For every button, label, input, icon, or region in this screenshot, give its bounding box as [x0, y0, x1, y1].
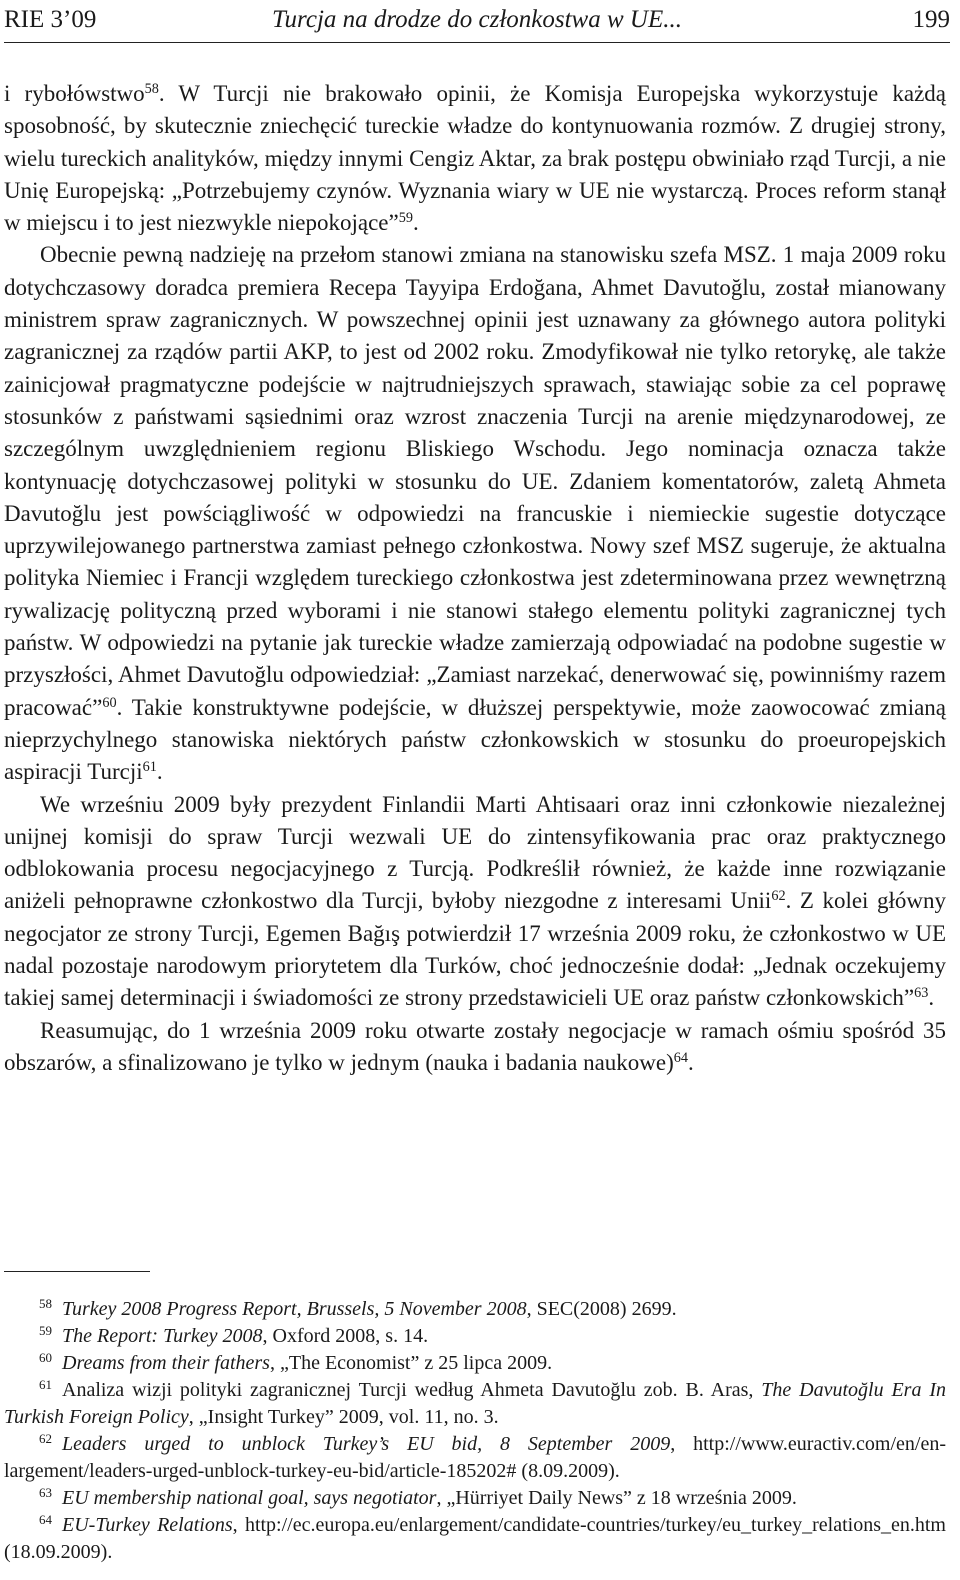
text-run: . W Turcji nie brakowało opinii, że Komisja Europejska wykorzystuje każdą sposobność, by skutecznie zniechęcić tureckie władze do kontynuowania rozmów. Z drugiej strony, wielu tureckich analityków, między innymi Cengiz Aktar, za brak postępu obwiniało rząd Turcji, a nie Unię Europejską: „Potrzebujemy czynów. Wyznania wiary w UE nie wystarczą. Proces reform stanął w miejscu i to jest niezwykle niepokojące” — [4, 81, 947, 236]
footnotes — [4, 1296, 946, 1566]
paragraph — [4, 1015, 946, 1080]
text-run: . — [928, 985, 935, 1011]
italic-title: Turkey 2008 Progress Report, Brussels, 5 November 2008 — [62, 1298, 527, 1320]
text-run: , Oxford 2008, s. 14. — [262, 1325, 429, 1347]
text-run: . — [688, 1049, 694, 1075]
footnote-reference: 64 — [673, 1050, 689, 1067]
italic-title: The Report: Turkey 2008 — [62, 1325, 263, 1347]
italic-title: Leaders urged to unblock Turkey’s EU bid, 8 September 2009 — [62, 1433, 671, 1455]
text-run: i rybołówstwo — [4, 81, 145, 106]
text-run: , http://ec.europa.eu/enlargement/candidate-countries/turkey/eu_turkey_relations_en.htm (18.09.2009). — [4, 1514, 946, 1563]
paragraph — [4, 78, 946, 239]
footnote-reference: 58 — [144, 81, 159, 98]
text-run: . — [412, 210, 419, 236]
running-title: Turcja na drodze do członkostwa w UE... — [272, 6, 682, 33]
text-run: Reasumując, do 1 września 2009 roku otwarte zostały negocjacje w ramach ośmiu spośród 35 obszarów, a sfinalizowano je tylko w jednym (nauka i badania naukowe) — [4, 1017, 946, 1075]
footnote-reference: 59 — [398, 210, 413, 227]
footnote: 62 Leaders urged to unblock Turkey’s EU bid, 8 September 2009, http://www.euractiv.com/en/enlargement/leaders-urged-unblock-turkey-eu-bid/article-185202# (8.09.2009). — [4, 1430, 946, 1482]
page-number: 199 — [912, 6, 950, 33]
text-run: We wrześniu 2009 były prezydent Finlandii Marti Ahtisaari oraz inni członkowie niezależnej unijnej komisji do spraw Turcji wezwali UE do zintensyfikowania prac oraz praktycznego odblokowania procesu negocjacyjnego z Turcją. Podkreślił również, że każde inne rozwiązanie aniżeli pełnoprawne członkostwo dla Turcji, byłoby niezgodne z interesami Unii — [4, 791, 946, 914]
footnote: 63 EU membership national goal, says negotiator, „Hürriyet Daily News” z 18 września 2009. — [39, 1484, 797, 1509]
footnote: 64 EU-Turkey Relations, http://ec.europa.eu/enlargement/candidate-countries/turkey/eu_turkey_relations_en.htm (18.09.2009). — [4, 1511, 946, 1563]
text-run: , „Hürriyet Daily News” z 18 września 2009. — [436, 1487, 797, 1509]
header-rule — [4, 42, 950, 43]
italic-title: EU membership national goal, says negotiator — [62, 1487, 437, 1509]
italic-title: The Davutoğlu Era In Turkish Foreign Policy — [4, 1379, 947, 1428]
journal-issue: RIE 3’09 — [4, 6, 97, 33]
footnote: 60 Dreams from their fathers, „The Economist” z 25 lipca 2009. — [39, 1349, 553, 1374]
text-run: , SEC(2008) 2699. — [526, 1298, 677, 1320]
footnote-reference: 63 — [914, 985, 929, 1002]
paragraph — [4, 239, 946, 788]
text-run: , „The Economist” z 25 lipca 2009. — [269, 1352, 553, 1374]
main-text — [4, 78, 946, 1079]
running-header — [4, 2, 950, 38]
footnote: 61 Analiza wizji polityki zagranicznej Turcji według Ahmeta Davutoğlu zob. B. Aras, The Davutoğlu Era In Turkish Foreign Policy, „Insight Turkey” 2009, vol. 11, no. 3. — [4, 1376, 947, 1428]
text-run: . Takie konstruktywne podejście, w dłuższej perspektywie, może zaowocować zmianą nieprzychylnego stanowiska niektórych państw członkowskich w stosunku do proeuropejskich aspiracji Turcji — [4, 694, 946, 785]
text-run: . Z kolei główny negocjator ze strony Turcji, Egemen Bağış potwierdził 17 września 2009 roku, że członkostwo w UE nadal pozostaje narodowym priorytetem dla Turków, choć jednocześnie dodał: „Jednak oczekujemy takiej samej determinacji i świadomości ze strony przedstawicieli UE oraz państw członkowskich” — [4, 888, 946, 1011]
italic-title: Dreams from their fathers — [62, 1352, 270, 1374]
footnote-reference: 60 — [102, 694, 117, 711]
text-run: Analiza wizji polityki zagranicznej Turcji według Ahmeta Davutoğlu zob. B. Aras, — [62, 1379, 762, 1401]
footnote-separator — [4, 1271, 150, 1272]
footnote-reference: 62 — [771, 888, 786, 905]
footnote: 58 Turkey 2008 Progress Report, Brussels, 5 November 2008, SEC(2008) 2699. — [39, 1295, 677, 1320]
text-run: . — [156, 759, 163, 785]
footnote-reference: 61 — [142, 759, 157, 776]
text-run: Obecnie pewną nadzieję na przełom stanowi zmiana na stanowisku szefa MSZ. 1 maja 2009 roku dotychczasowy doradca premiera Recepa Tayyipa Erdoğana, Ahmet Davutoğlu, został mianowany ministrem spraw zagranicznych. W powszechnej opinii jest uznawany za głównego autora polityki zagranicznej za rządów partii AKP, to jest od 2002 roku. Zmodyfikował nie tylko retorykę, ale także zainicjował pragmatyczne podejście w najtrudniejszych sprawach, stawiając sobie za cel poprawę stosunków z państwami sąsiednimi oraz wzrost znaczenia Turcji na arenie międzynarodowej, ze szczególnym uwzględnieniem regionu Bliskiego Wschodu. Jego nominacja oznacza także kontynuację dotychczasowej polityki w stosunku do UE. Zdaniem komentatorów, zaletą Ahmeta Davutoğlu jest powściągliwość w odpowiedzi na francuskie i niemieckie sugestie dotyczące uprzywilejowanego partnerstwa zamiast pełnego członkostwa. Nowy szef MSZ sugeruje, że aktualna polityka Niemiec i Francji względem tureckiego członkostwa jest zdeterminowana przez wewnętrzną rywalizację polityczną przed wyborami i nie stanowi stałego elementu polityki zagranicznej tych państw. W odpowiedzi na pytanie jak tureckie władze zamierzają odpowiadać na podobne sugestie w przyszłości, Ahmet Davutoğlu odpowiedział: „Zamiast narzekać, denerwować się, powinniśmy razem pracować” — [4, 242, 946, 720]
text-run: , „Insight Turkey” 2009, vol. 11, no. 3. — [188, 1406, 499, 1428]
italic-title: EU-Turkey Relations — [62, 1514, 233, 1536]
footnote: 59 The Report: Turkey 2008, Oxford 2008, s. 14. — [39, 1322, 429, 1347]
paragraph — [4, 789, 946, 1015]
text-run: , http://www.euractiv.com/en/enlargement/leaders-urged-unblock-turkey-eu-bid/article-185202# (8.09.2009). — [4, 1433, 946, 1482]
